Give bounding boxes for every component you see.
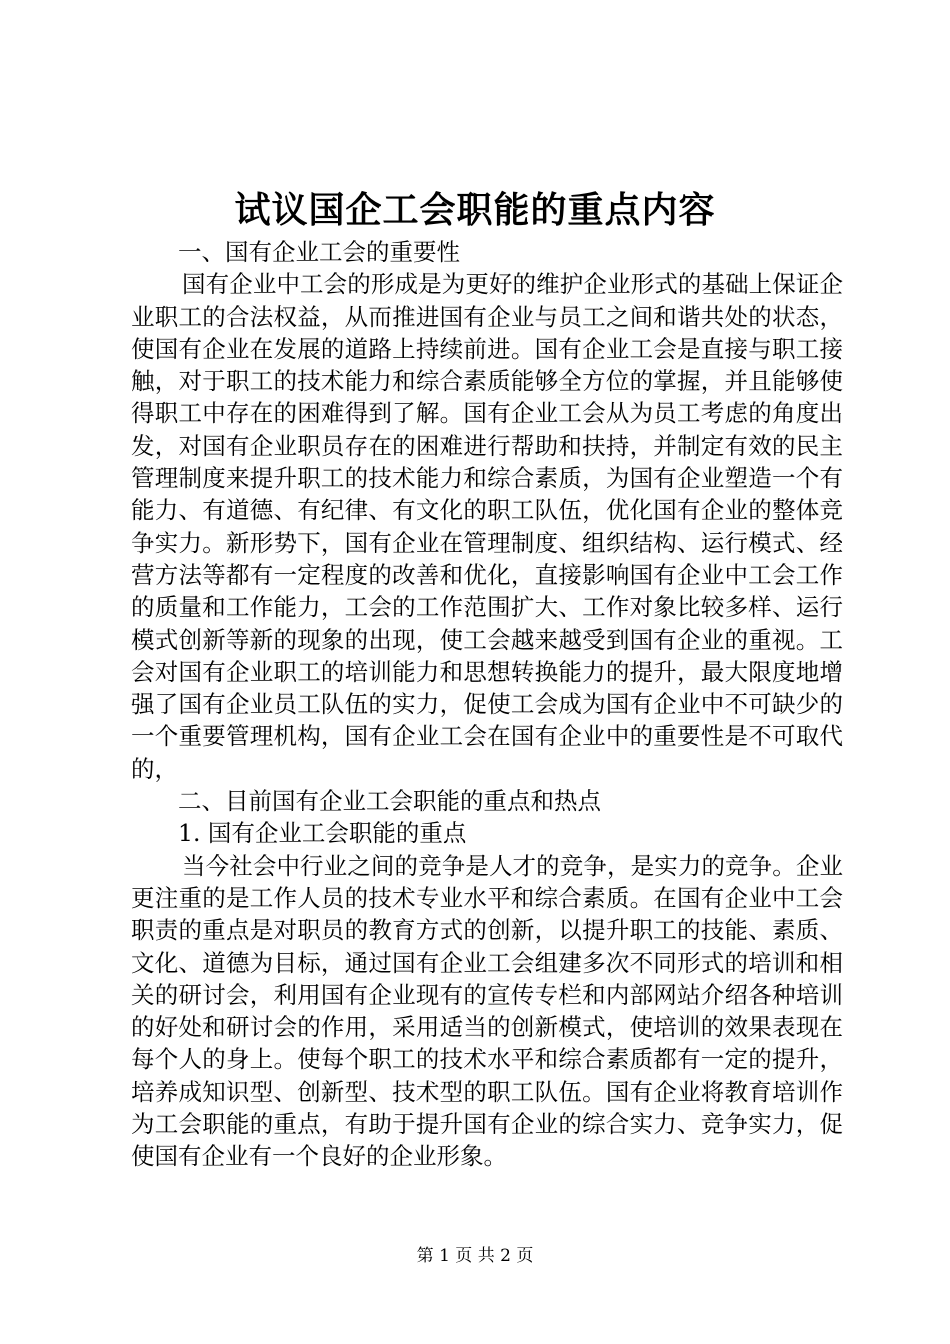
document-title: 试议国企工会职能的重点内容	[234, 189, 716, 231]
section-heading-1: 一、国有企业工会的重要性	[178, 238, 460, 266]
document-body	[131, 236, 843, 1173]
paragraph-key-functions: 当今社会中行业之间的竞争是人才的竞争，是实力的竞争。企业更注重的是工作人员的技术专业水平和综合素质。在国有企业中工会职责的重点是对职员的教育方式的创新，以提升职工的技能、素质、文化、道德为目标，通过国有企业工会组建多次不同形式的培训和相关的研讨会，利用国有企业现有的宣传专栏和内部网站介绍各种培训的好处和研讨会的作用，采用适当的创新模式，使培训的效果表现在每个人的身上。使每个职工的技术水平和综合素质都有一定的提升，培养成知识型、创新型、技术型的职工队伍。国有企业将教育培训作为工会职能的重点，有助于提升国有企业的综合实力、竞争实力，促使国有企业有一个良好的企业形象。	[131, 851, 843, 1171]
page-footer: 第 1 页 共 2 页	[416, 1246, 534, 1266]
subsection-heading-1: 1. 国有企业工会职能的重点	[178, 819, 467, 848]
paragraph-importance: 国有企业中工会的形成是为更好的维护企业形式的基础上保证企业职工的合法权益，从而推进国有企业与员工之间和谐共处的状态，使国有企业在发展的道路上持续前进。国有企业工会是直接与职工接触，对于职工的技术能力和综合素质能够全方位的掌握，并且能够使得职工中存在的困难得到了解。国有企业工会从为员工考虑的角度出发，对国有企业职员存在的困难进行帮助和扶持，并制定有效的民主管理制度来提升职工的技术能力和综合素质，为国有企业塑造一个有能力、有道德、有纪律、有文化的职工队伍，优化国有企业的整体竞争实力。新形势下，国有企业在管理制度、组织结构、运行模式、经营方法等都有一定程度的改善和优化，直接影响国有企业中工会工作的质量和工作能力，工会的工作范围扩大、工作对象比较多样、运行模式创新等新的现象的出现，使工会越来越受到国有企业的重视。工会对国有企业职工的培训能力和思想转换能力的提升，最大限度地增强了国有企业员工队伍的实力，促使工会成为国有企业中不可缺少的一个重要管理机构，国有企业工会在国有企业中的重要性是不可取代的，	[131, 270, 843, 783]
section-heading-2: 二、目前国有企业工会职能的重点和热点	[178, 787, 601, 816]
